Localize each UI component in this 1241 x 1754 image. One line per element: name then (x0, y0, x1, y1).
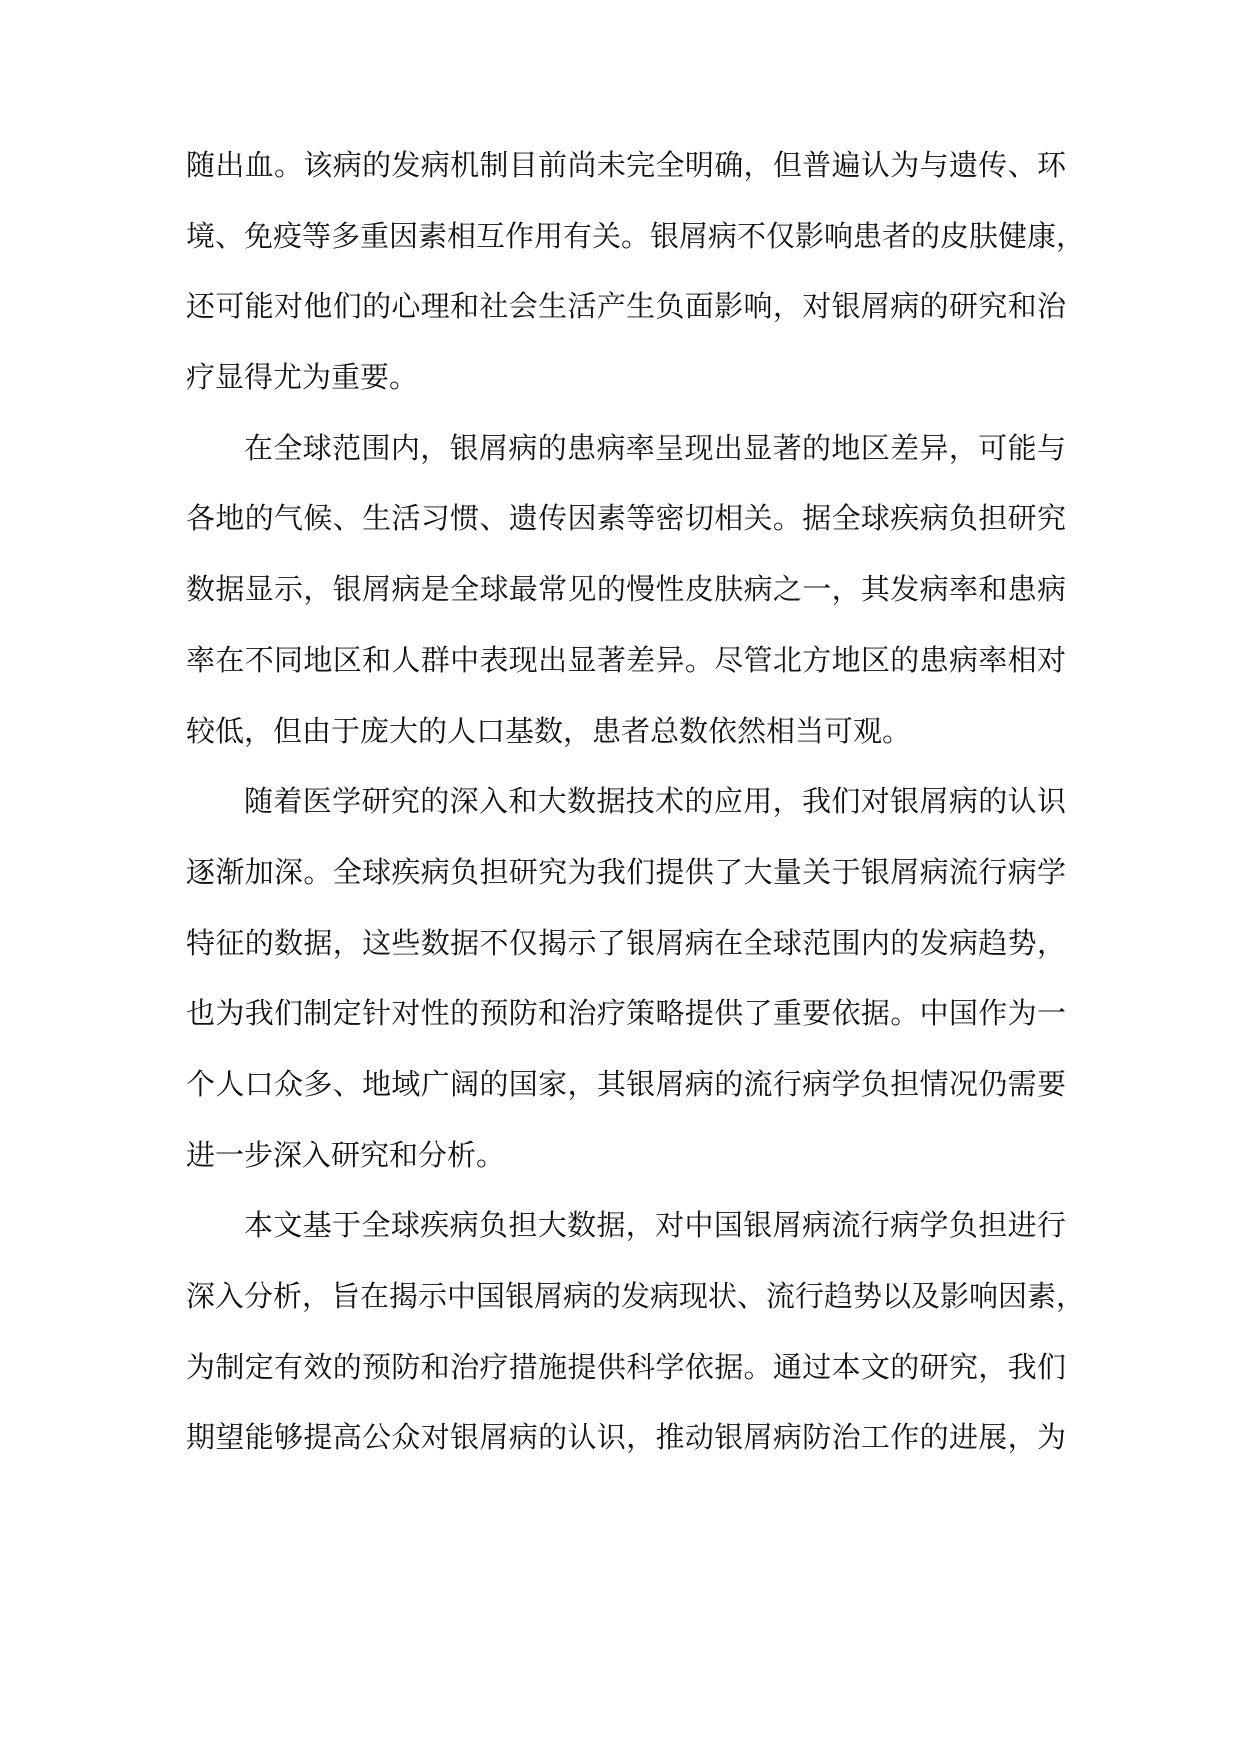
text-line: 随着医学研究的深入和大数据技术的应用，我们对银屑病的认识 (244, 784, 1066, 819)
text-line: 境、免疫等多重因素相互作用有关。银屑病不仅影响患者的皮肤健康， (186, 218, 1086, 253)
text-line: 随出血。该病的发病机制目前尚未完全明确，但普遍认为与遗传、环 (186, 148, 1066, 182)
text-line: 进一步深入研究和分析。 (186, 1137, 506, 1172)
text-line: 率在不同地区和人群中表现出显著差异。尽管北方地区的患病率相对 (186, 642, 1066, 677)
text-line: 为制定有效的预防和治疗措施提供科学依据。通过本文的研究，我们 (186, 1349, 1066, 1384)
text-line: 还可能对他们的心理和社会生活产生负面影响，对银屑病的研究和治 (186, 289, 1066, 324)
text-line: 期望能够提高公众对银屑病的认识，推动银屑病防治工作的进展，为 (186, 1420, 1066, 1455)
text-line: 疗显得尤为重要。 (186, 360, 419, 395)
text-line: 也为我们制定针对性的预防和治疗策略提供了重要依据。中国作为一 (186, 996, 1066, 1031)
text-line: 本文基于全球疾病负担大数据，对中国银屑病流行病学负担进行 (244, 1208, 1066, 1243)
text-line: 各地的气候、生活习惯、遗传因素等密切相关。据全球疾病负担研究 (186, 501, 1066, 536)
text-line: 在全球范围内，银屑病的患病率呈现出显著的地区差异，可能与 (244, 430, 1066, 465)
text-line: 较低，但由于庞大的人口基数，患者总数依然相当可观。 (186, 713, 912, 748)
body-text (186, 143, 1086, 1486)
text-line: 深入分析，旨在揭示中国银屑病的发病现状、流行趋势以及影响因素， (186, 1279, 1086, 1313)
text-line: 特征的数据，这些数据不仅揭示了银屑病在全球范围内的发病趋势， (186, 925, 1066, 960)
text-line: 个人口众多、地域广阔的国家，其银屑病的流行病学负担情况仍需要 (186, 1066, 1066, 1101)
text-line: 数据显示，银屑病是全球最常见的慢性皮肤病之一，其发病率和患病 (186, 572, 1066, 607)
text-line: 逐渐加深。全球疾病负担研究为我们提供了大量关于银屑病流行病学 (186, 854, 1066, 889)
